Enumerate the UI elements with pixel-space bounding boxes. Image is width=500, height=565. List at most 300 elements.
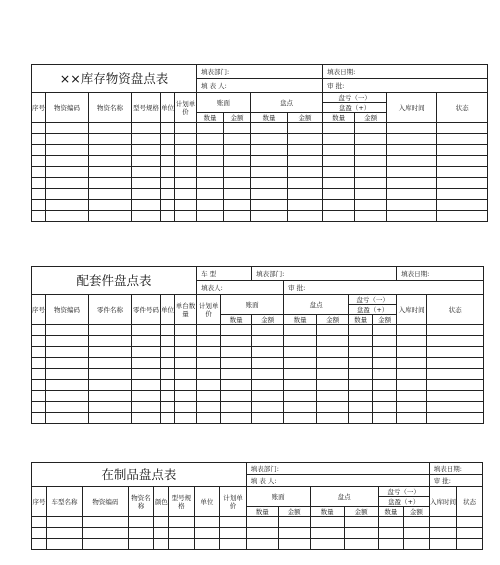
empty-cell: [89, 358, 132, 369]
empty-cell: [437, 178, 488, 189]
col-spec: 型号规格: [169, 487, 195, 517]
empty-cell: [132, 156, 161, 167]
sub-qty: 数量: [323, 113, 355, 123]
empty-cell: [397, 413, 427, 424]
empty-cell: [251, 167, 288, 178]
empty-cell: [132, 200, 161, 211]
table-row: [32, 391, 484, 402]
form-title: 在制品盘点表: [32, 463, 247, 487]
empty-cell: [175, 391, 197, 402]
col-unit: 单位: [194, 487, 220, 517]
empty-cell: [355, 178, 387, 189]
empty-cell: [161, 380, 175, 391]
empty-cell: [317, 413, 349, 424]
empty-cell: [457, 539, 483, 550]
empty-cell: [46, 517, 82, 528]
empty-cell: [32, 145, 46, 156]
empty-cell: [175, 123, 197, 134]
empty-cell: [437, 167, 488, 178]
table-row: [32, 211, 488, 222]
empty-cell: [278, 528, 310, 539]
empty-cell: [251, 200, 288, 211]
empty-cell: [288, 156, 323, 167]
empty-cell: [251, 211, 288, 222]
parts-count-form: [31, 266, 483, 424]
empty-cell: [132, 189, 161, 200]
empty-cell: [132, 347, 161, 358]
empty-cell: [378, 517, 404, 528]
empty-cell: [349, 336, 373, 347]
empty-cell: [373, 413, 397, 424]
col-book: 账面: [197, 93, 251, 113]
sub-amt: 金额: [344, 507, 378, 517]
empty-cell: [46, 391, 89, 402]
empty-cell: [197, 391, 221, 402]
empty-cell: [132, 145, 161, 156]
empty-cell: [32, 200, 46, 211]
empty-cell: [317, 336, 349, 347]
table-row: [32, 156, 488, 167]
empty-cell: [132, 167, 161, 178]
empty-cell: [89, 211, 132, 222]
empty-cell: [46, 528, 82, 539]
empty-cell: [317, 402, 349, 413]
date-label: 填表日期:: [429, 463, 482, 475]
empty-cell: [175, 347, 197, 358]
empty-cell: [32, 347, 46, 358]
empty-cell: [175, 200, 197, 211]
empty-cell: [288, 167, 323, 178]
empty-cell: [221, 391, 252, 402]
empty-cell: [175, 380, 197, 391]
col-qty-per-unit: 单台数量: [175, 295, 197, 325]
empty-cell: [175, 413, 197, 424]
empty-cell: [32, 336, 46, 347]
col-model-name: 车型名称: [46, 487, 82, 517]
table-row: [32, 200, 488, 211]
dept-label: 填表部门:: [252, 267, 397, 281]
empty-cell: [224, 200, 251, 211]
empty-cell: [89, 347, 132, 358]
table-row: [32, 539, 483, 550]
empty-cell: [323, 123, 355, 134]
empty-cell: [46, 380, 89, 391]
empty-cell: [32, 123, 46, 134]
empty-cell: [197, 358, 221, 369]
empty-cell: [32, 189, 46, 200]
empty-cell: [32, 380, 46, 391]
empty-cell: [46, 189, 89, 200]
col-status: 状态: [427, 295, 484, 325]
empty-cell: [224, 178, 251, 189]
table-row: [32, 413, 484, 424]
empty-cell: [46, 336, 89, 347]
empty-cell: [323, 156, 355, 167]
sub-qty: 数量: [284, 315, 317, 325]
empty-cell: [252, 391, 284, 402]
empty-cell: [32, 134, 46, 145]
col-plan-price: 计划单价: [175, 93, 197, 123]
col-code: 物资编码: [83, 487, 129, 517]
empty-cell: [427, 358, 484, 369]
empty-cell: [128, 528, 154, 539]
table-row: [32, 189, 488, 200]
approve-label: 审 批:: [284, 281, 484, 295]
empty-cell: [251, 123, 288, 134]
empty-cell: [323, 145, 355, 156]
empty-cell: [387, 178, 437, 189]
empty-cell: [355, 123, 387, 134]
col-plan-price: 计划单价: [197, 295, 221, 325]
empty-cell: [246, 539, 278, 550]
empty-cell: [89, 167, 132, 178]
empty-cell: [161, 123, 175, 134]
empty-cell: [161, 134, 175, 145]
col-unit: 单位: [161, 295, 175, 325]
empty-cell: [355, 200, 387, 211]
empty-cell: [197, 145, 224, 156]
empty-cell: [288, 189, 323, 200]
empty-cell: [355, 156, 387, 167]
table-row: [32, 528, 483, 539]
empty-cell: [32, 539, 47, 550]
col-loss: 盘亏（一）: [323, 93, 387, 103]
sub-amt: 金额: [317, 315, 349, 325]
col-name: 物资名称: [89, 93, 132, 123]
empty-cell: [32, 167, 46, 178]
empty-cell: [284, 358, 317, 369]
empty-cell: [437, 134, 488, 145]
empty-cell: [169, 539, 195, 550]
empty-cell: [355, 134, 387, 145]
empty-cell: [161, 413, 175, 424]
empty-cell: [132, 325, 161, 336]
empty-cell: [397, 347, 427, 358]
empty-cell: [397, 325, 427, 336]
empty-cell: [397, 391, 427, 402]
sub-qty: 数量: [221, 315, 252, 325]
empty-cell: [221, 325, 252, 336]
empty-cell: [252, 380, 284, 391]
empty-cell: [197, 369, 221, 380]
empty-cell: [349, 347, 373, 358]
form-title: ××库存物资盘点表: [32, 65, 197, 93]
empty-cell: [251, 156, 288, 167]
empty-cell: [161, 189, 175, 200]
empty-cell: [378, 539, 404, 550]
empty-cell: [251, 145, 288, 156]
empty-cell: [46, 134, 89, 145]
empty-cell: [175, 145, 197, 156]
empty-cell: [46, 347, 89, 358]
empty-cell: [373, 380, 397, 391]
empty-cell: [46, 413, 89, 424]
empty-cell: [349, 358, 373, 369]
empty-cell: [154, 539, 169, 550]
sub-qty: 数量: [310, 507, 344, 517]
form-title: 配套件盘点表: [32, 267, 197, 295]
empty-cell: [175, 156, 197, 167]
empty-cell: [161, 145, 175, 156]
sub-qty: 数量: [197, 113, 224, 123]
empty-cell: [132, 369, 161, 380]
empty-cell: [278, 539, 310, 550]
empty-cell: [317, 369, 349, 380]
empty-cell: [32, 156, 46, 167]
approve-label: 审 批:: [323, 79, 488, 93]
empty-cell: [355, 167, 387, 178]
empty-cell: [397, 358, 427, 369]
empty-cell: [387, 167, 437, 178]
empty-cell: [355, 189, 387, 200]
empty-cell: [197, 178, 224, 189]
empty-cell: [427, 369, 484, 380]
empty-cell: [427, 391, 484, 402]
empty-cell: [429, 517, 457, 528]
empty-cell: [32, 413, 46, 424]
empty-cell: [397, 380, 427, 391]
table-row: [32, 167, 488, 178]
empty-cell: [397, 369, 427, 380]
empty-cell: [221, 413, 252, 424]
empty-cell: [427, 347, 484, 358]
empty-cell: [83, 517, 129, 528]
empty-cell: [161, 325, 175, 336]
empty-cell: [224, 134, 251, 145]
col-unit: 单位: [161, 93, 175, 123]
empty-cell: [197, 211, 224, 222]
empty-cell: [323, 200, 355, 211]
empty-cell: [221, 380, 252, 391]
empty-cell: [197, 325, 221, 336]
empty-cell: [197, 380, 221, 391]
empty-cell: [46, 178, 89, 189]
empty-cell: [310, 517, 344, 528]
empty-cell: [284, 391, 317, 402]
empty-cell: [132, 336, 161, 347]
empty-cell: [317, 347, 349, 358]
empty-cell: [221, 347, 252, 358]
sub-qty: 数量: [378, 507, 404, 517]
col-color: 颜色: [154, 487, 169, 517]
empty-cell: [373, 391, 397, 402]
sub-amt: 金额: [355, 113, 387, 123]
empty-cell: [221, 402, 252, 413]
col-name: 物资名称: [128, 487, 154, 517]
col-book: 账面: [246, 487, 310, 507]
empty-cell: [404, 517, 430, 528]
empty-cell: [427, 380, 484, 391]
col-gain: 盘盈（+）: [378, 497, 429, 507]
empty-cell: [132, 134, 161, 145]
col-seq: 序号: [32, 295, 46, 325]
empty-cell: [32, 517, 47, 528]
sub-amt: 金额: [252, 315, 284, 325]
empty-cell: [427, 336, 484, 347]
col-in-time: 入库时间: [429, 487, 457, 517]
empty-cell: [404, 528, 430, 539]
dept-label: 填表部门:: [246, 463, 429, 475]
empty-cell: [224, 189, 251, 200]
empty-cell: [161, 347, 175, 358]
empty-cell: [288, 200, 323, 211]
empty-cell: [197, 156, 224, 167]
empty-cell: [246, 517, 278, 528]
table-row: [32, 145, 488, 156]
empty-cell: [32, 402, 46, 413]
empty-cell: [197, 413, 221, 424]
empty-cell: [197, 167, 224, 178]
empty-cell: [161, 358, 175, 369]
empty-cell: [437, 189, 488, 200]
empty-cell: [387, 211, 437, 222]
empty-cell: [349, 380, 373, 391]
empty-cell: [349, 402, 373, 413]
empty-cell: [457, 517, 483, 528]
empty-cell: [373, 402, 397, 413]
empty-cell: [404, 539, 430, 550]
empty-cell: [46, 539, 82, 550]
empty-cell: [161, 211, 175, 222]
empty-cell: [46, 358, 89, 369]
empty-cell: [194, 517, 220, 528]
table-row: [32, 123, 488, 134]
empty-cell: [197, 189, 224, 200]
empty-cell: [46, 369, 89, 380]
col-count: 盘点: [310, 487, 378, 507]
empty-cell: [221, 336, 252, 347]
wip-count-form: [31, 462, 483, 550]
empty-cell: [224, 123, 251, 134]
empty-cell: [310, 539, 344, 550]
table-row: [32, 369, 484, 380]
empty-cell: [437, 200, 488, 211]
empty-cell: [89, 156, 132, 167]
empty-cell: [83, 539, 129, 550]
sub-qty: 数量: [251, 113, 288, 123]
empty-cell: [252, 325, 284, 336]
empty-cell: [32, 211, 46, 222]
empty-cell: [427, 325, 484, 336]
empty-cell: [317, 325, 349, 336]
col-code: 物资编码: [46, 295, 89, 325]
empty-cell: [252, 413, 284, 424]
empty-cell: [252, 336, 284, 347]
empty-cell: [132, 413, 161, 424]
empty-cell: [224, 167, 251, 178]
col-seq: 序号: [32, 487, 47, 517]
empty-cell: [344, 528, 378, 539]
empty-cell: [132, 211, 161, 222]
empty-cell: [251, 178, 288, 189]
empty-cell: [132, 123, 161, 134]
empty-cell: [288, 211, 323, 222]
col-seq: 序号: [32, 93, 46, 123]
empty-cell: [224, 211, 251, 222]
empty-cell: [197, 402, 221, 413]
col-count: 盘点: [284, 295, 349, 315]
empty-cell: [429, 528, 457, 539]
empty-cell: [221, 369, 252, 380]
empty-cell: [46, 402, 89, 413]
date-label: 填表日期:: [397, 267, 484, 281]
col-gain: 盘盈（+）: [349, 305, 397, 315]
sub-qty: 数量: [349, 315, 373, 325]
col-part-no: 零件号码: [132, 295, 161, 325]
date-label: 填表日期:: [323, 65, 488, 79]
empty-cell: [128, 539, 154, 550]
col-plan-price: 计划单价: [220, 487, 247, 517]
dept-label: 填表部门:: [197, 65, 323, 79]
empty-cell: [387, 156, 437, 167]
empty-cell: [252, 369, 284, 380]
empty-cell: [161, 178, 175, 189]
empty-cell: [427, 413, 484, 424]
empty-cell: [355, 211, 387, 222]
empty-cell: [252, 347, 284, 358]
empty-cell: [323, 167, 355, 178]
sub-amt: 金额: [373, 315, 397, 325]
empty-cell: [161, 167, 175, 178]
empty-cell: [46, 200, 89, 211]
empty-cell: [32, 528, 47, 539]
empty-cell: [373, 347, 397, 358]
empty-cell: [132, 380, 161, 391]
empty-cell: [251, 134, 288, 145]
empty-cell: [46, 145, 89, 156]
empty-cell: [175, 189, 197, 200]
table-row: [32, 347, 484, 358]
empty-cell: [132, 391, 161, 402]
empty-cell: [154, 517, 169, 528]
empty-cell: [457, 528, 483, 539]
empty-cell: [378, 528, 404, 539]
col-in-time: 入库时间: [397, 295, 427, 325]
sub-amt: 金额: [278, 507, 310, 517]
empty-cell: [46, 325, 89, 336]
col-loss: 盘亏（一）: [349, 295, 397, 305]
model-label: 车 型: [197, 267, 252, 281]
empty-cell: [284, 347, 317, 358]
empty-cell: [373, 336, 397, 347]
empty-cell: [349, 369, 373, 380]
empty-cell: [169, 517, 195, 528]
empty-cell: [197, 134, 224, 145]
empty-cell: [387, 145, 437, 156]
empty-cell: [284, 402, 317, 413]
empty-cell: [373, 369, 397, 380]
empty-cell: [284, 380, 317, 391]
empty-cell: [89, 369, 132, 380]
empty-cell: [175, 358, 197, 369]
empty-cell: [161, 391, 175, 402]
empty-cell: [349, 391, 373, 402]
table-row: [32, 402, 484, 413]
empty-cell: [355, 145, 387, 156]
table-row: [32, 178, 488, 189]
empty-cell: [89, 325, 132, 336]
sub-qty: 数量: [246, 507, 278, 517]
empty-cell: [220, 528, 247, 539]
empty-cell: [89, 413, 132, 424]
empty-cell: [197, 123, 224, 134]
empty-cell: [175, 325, 197, 336]
empty-cell: [349, 325, 373, 336]
empty-cell: [251, 189, 288, 200]
empty-cell: [437, 211, 488, 222]
empty-cell: [89, 336, 132, 347]
empty-cell: [89, 200, 132, 211]
